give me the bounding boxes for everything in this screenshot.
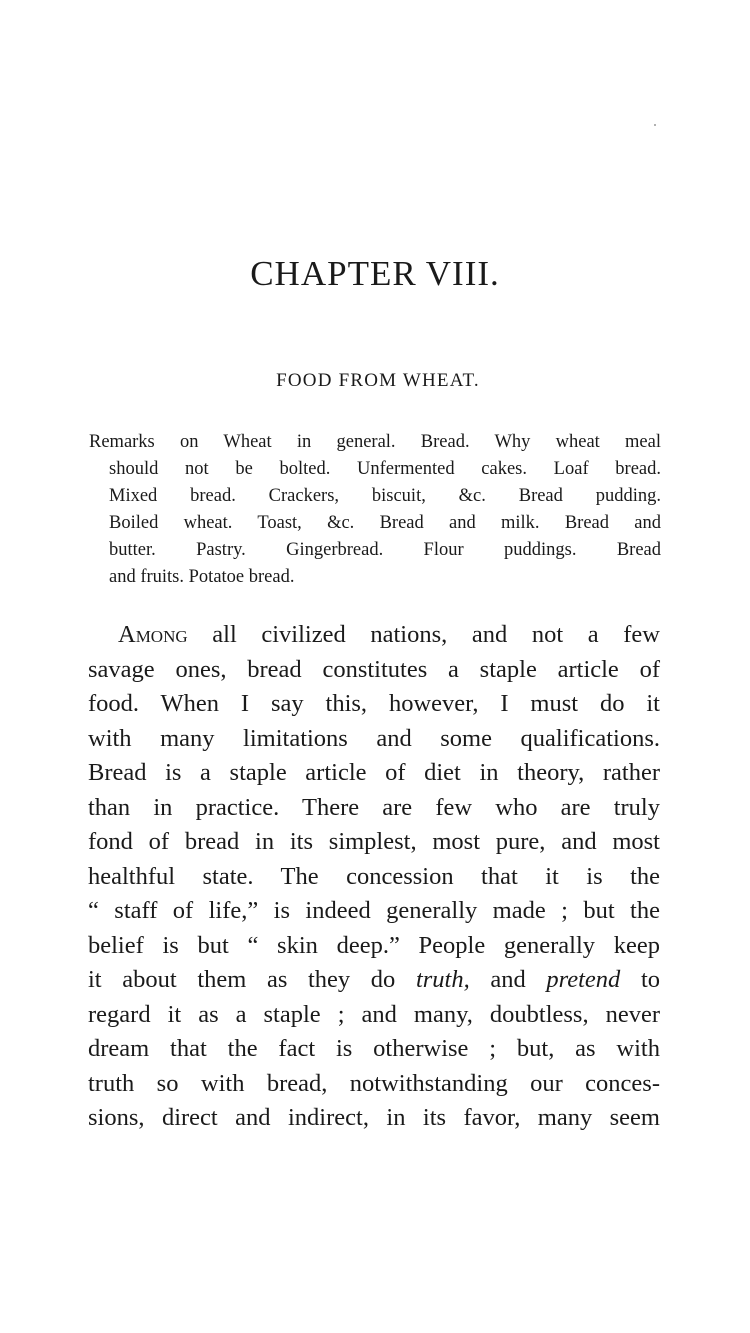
- body-line: fond of bread in its simplest, most pure, and most: [88, 828, 660, 855]
- chapter-subtitle: FOOD FROM WHEAT.: [276, 370, 480, 391]
- paper-speck: [654, 124, 656, 126]
- body-line: than in practice. There are few who are truly: [88, 793, 660, 821]
- body-line: “ staff of life,” is indeed generally made ; but the: [88, 897, 660, 924]
- synopsis-line: Remarks on Wheat in general. Bread. Why wheat meal: [89, 432, 661, 452]
- opening-word: Among: [118, 621, 188, 648]
- chapter-synopsis: [89, 429, 661, 591]
- synopsis-line: should not be bolted. Unfermented cakes. Loaf bread.: [109, 459, 661, 479]
- body-line-text: and: [469, 966, 547, 993]
- body-line: savage ones, bread constitutes a staple article of: [88, 655, 660, 683]
- body-line: [88, 618, 660, 653]
- body-paragraph: [88, 618, 660, 1136]
- body-line: with many limitations and some qualifications.: [88, 724, 660, 752]
- body-line: healthful state. The concession that it is the: [88, 862, 660, 890]
- synopsis-line: Boiled wheat. Toast, &c. Bread and milk. Bread and: [109, 513, 661, 533]
- body-line: belief is but “ skin deep.” People generally keep: [88, 931, 660, 959]
- emphasis-pretend: pretend: [546, 966, 621, 993]
- emphasis-truth: truth,: [415, 966, 470, 993]
- body-line: [88, 963, 660, 998]
- body-line: dream that the fact is otherwise ; but, as with: [88, 1035, 660, 1062]
- body-line: food. When I say this, however, I must do it: [88, 690, 660, 717]
- synopsis-line: Mixed bread. Crackers, biscuit, &c. Bread pudding.: [109, 486, 661, 506]
- body-line-text: all civilized nations, and not a few: [187, 621, 660, 648]
- synopsis-line: butter. Pastry. Gingerbread. Flour puddings. Bread: [109, 540, 661, 560]
- body-line: truth so with bread, notwithstanding our conces-: [88, 1069, 660, 1097]
- synopsis-line: and fruits. Potatoe bread.: [109, 567, 295, 587]
- body-line-text: to: [620, 966, 661, 993]
- body-line: sions, direct and indirect, in its favor, many seem: [88, 1104, 660, 1131]
- body-line-text: it about them as they do: [88, 966, 416, 993]
- body-line: regard it as a staple ; and many, doubtless, never: [88, 1000, 660, 1028]
- chapter-title: CHAPTER VIII.: [250, 254, 500, 293]
- body-line: Bread is a staple article of diet in theory, rather: [88, 759, 660, 786]
